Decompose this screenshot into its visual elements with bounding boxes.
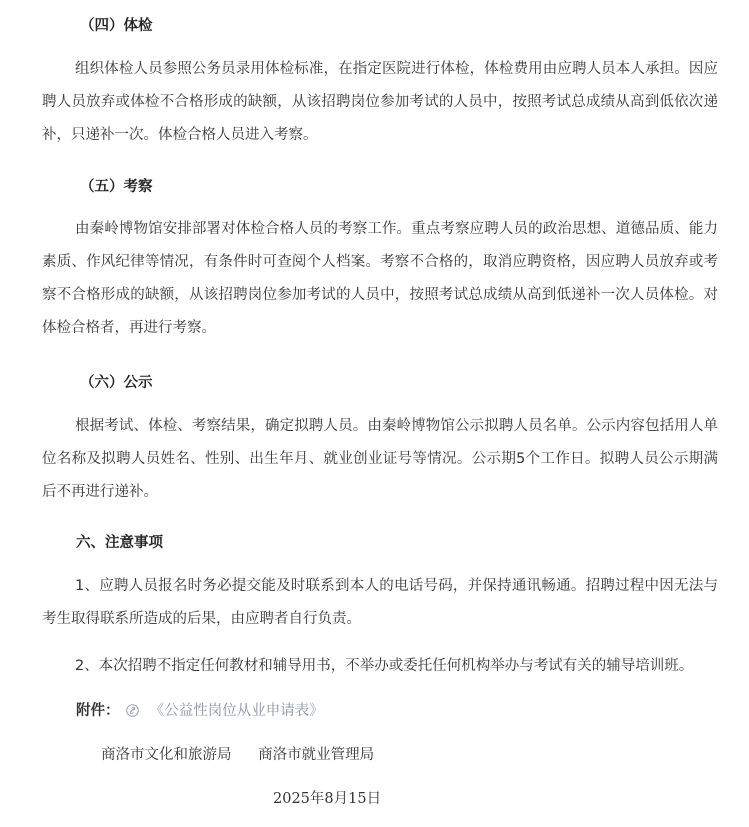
notes-item-2: 2、本次招聘不指定任何教材和辅导用书，不举办或委托任何机构举办与考试有关的辅导培训班。 xyxy=(75,658,694,674)
paragraph-physical-exam: 组织体检人员参照公务员录用体检标准，在指定医院进行体检，体检费用由应聘人员本人承担。因应聘人员放弃或体检不合格形成的缺额，从该招聘岗位参加考试的人员中，按照考试总成绩从高到低依次递补，只递补一次。体检合格人员进入考察。 xyxy=(42,61,718,143)
paragraph-publicity: 根据考试、体检、考察结果，确定拟聘人员。由秦岭博物馆公示拟聘人员名单。公示内容包括用人单位名称及拟聘人员姓名、性别、出生年月、就业创业证号等情况。公示期5个工作日。拟聘人员公示期满后不再进行递补。 xyxy=(42,418,718,500)
section-heading-inspection: （五）考察 xyxy=(80,179,153,195)
attachment-label: 附件： xyxy=(76,703,120,719)
link-icon xyxy=(126,704,139,717)
signature-org-employment: 商洛市就业管理局 xyxy=(258,747,375,763)
document-date: 2025年8月15日 xyxy=(273,791,382,807)
signature-org-culture-tourism: 商洛市文化和旅游局 xyxy=(101,747,232,763)
section-heading-physical-exam: （四）体检 xyxy=(80,18,153,34)
paragraph-inspection: 由秦岭博物馆安排部署对体检合格人员的考察工作。重点考察应聘人员的政治思想、道德品质、能力素质、作风纪律等情况，有条件时可查阅个人档案。考察不合格的，取消应聘资格，因应聘人员放弃或考察不合格形成的缺额，从该招聘岗位参加考试的人员中，按照考试总成绩从高到低递补一次人员体检。对体检合格者，再进行考察。 xyxy=(42,221,718,336)
signature-block xyxy=(101,743,374,764)
section-heading-publicity: （六）公示 xyxy=(80,375,153,391)
section-heading-notes: 六、注意事项 xyxy=(76,535,163,551)
notes-item-1: 1、应聘人员报名时务必提交能及时联系到本人的电话号码，并保持通讯畅通。招聘过程中因无法与考生取得联系所造成的后果，由应聘者自行负责。 xyxy=(42,578,718,627)
attachment-link[interactable]: 《公益性岗位从业申请表》 xyxy=(149,703,324,719)
attachment-line xyxy=(76,699,324,720)
